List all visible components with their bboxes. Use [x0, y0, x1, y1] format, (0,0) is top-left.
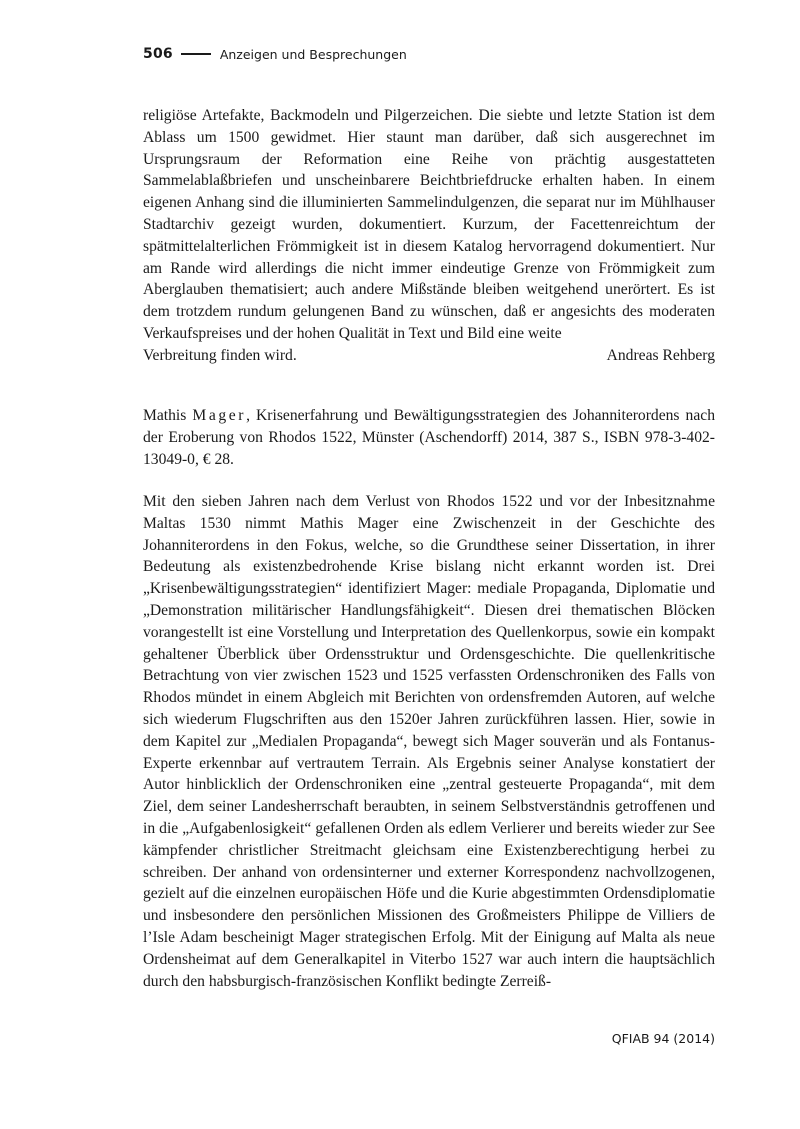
review-body — [143, 491, 715, 992]
author-last-name: Mager — [192, 407, 247, 424]
journal-footer: QFIAB 94 (2014) — [611, 1031, 715, 1046]
review-body-paragraph: Mit den sieben Jahren nach dem Verlust von Rhodos 1522 und vor der Inbesitznahme Maltas 1530 nimmt Mathis Mager eine Zwischenzeit in der Geschichte des Johanniterordens in den Fokus, welche, so die Grundthese seiner Dissertation, in ihrer Bedeutung als existenzbedrohende Krise bislang nicht erkannt worden ist. Drei „Krisenbewältigungsstrategien“ identifiziert Mager: mediale Propaganda, Diplomatie und „Demonstration militärischer Handlungsfähigkeit“. Diesen drei thematischen Blöcken vorangestellt ist eine Vorstellung und Interpretation des Quellenkorpus, sowie ein kompakt gehaltener Überblick über Ordensstruktur und Ordensgeschichte. Die quellenkritische Betrachtung von vier zwischen 1523 und 1525 verfassten Ordenschroniken des Falls von Rhodos mündet in einem Abgleich mit Berichten von ordensfremden Autoren, auf welche sich wiederum Flugschriften aus den 1520er Jahren zurückführen lassen. Hier, sowie in dem Kapitel zur „Medialen Propaganda“, bewegt sich Mager souverän und als Fontanus-Experte erkennbar auf vertrautem Terrain. Als Ergebnis seiner Analyse konstatiert der Autor hinblicklich der Ordenschroniken eine „zentral gesteuerte Propaganda“, mit dem Ziel, dem seiner Landesherrschaft beraubten, in seinem Selbstverständnis getroffenen und in die „Aufgabenlosigkeit“ gefallenen Orden als edlem Verlierer und bereits wieder zur See kämpfender christlicher Streitmacht gleichsam eine Existenzberechtigung herbei zu schreiben. Der anhand von ordensinterner und externer Korrespondenz nachvollzogenen, gezielt auf die einzelnen europäischen Höfe und die Kurie abgestimmten Ordensdiplomatie und insbesondere den persönlichen Missionen des Großmeisters Philippe de Villiers de l’Isle Adam bescheinigt Mager strategischen Erfolg. Mit der Einigung auf Malta als neue Ordensheimat auf dem Generalkapitel in Viterbo 1527 war auch intern die hauptsächlich durch den habsburgisch-französischen Konflikt bedingte Zerreiß- — [143, 493, 715, 990]
running-header — [143, 43, 407, 65]
book-citation — [143, 405, 715, 470]
author-first-name: Mathis — [143, 407, 187, 424]
previous-review-paragraph: religiöse Artefakte, Backmodeln und Pilgerzeichen. Die siebte und letzte Station ist dem Ablass um 1500 gewidmet. Hier staunt man darüber, daß sich ausgerechnet im Ursprungsraum der Reformation eine Reihe von prächtig ausgestatteten Sammelablaßbriefen und unscheinbarere Beichtbriefdrucke erhalten haben. In einem eigenen Anhang sind die illuminierten Sammelindulgenzen, die separat nur im Mühlhauser Stadtarchiv gezeigt wurden, dokumentiert. Kurzum, der Facettenreichtum der spätmittelalterlichen Frömmigkeit ist in diesem Katalog hervorragend dokumentiert. Nur am Rande wird allerdings die nicht immer eindeutige Grenze von Frömmigkeit zum Aberglauben thematisiert; auch andere Mißstände bleiben weitgehend unerörtert. Es ist dem trotzdem rundum gelungenen Band zu wünschen, daß er angesichts des moderaten Verkaufspreises und der hohen Qualität in Text und Bild eine weite — [143, 107, 715, 342]
page-number: 506 — [143, 46, 173, 62]
citation-paragraph — [143, 405, 715, 470]
reviewer-name: Andreas Rehberg — [606, 346, 715, 364]
citation-details: , Krisenerfahrung und Bewältigungsstrategien des Johanniterordens nach der Eroberung von Rhodos 1522, Münster (Aschendorff) 2014, 387 S., ISBN 978-3-402-13049-0, € 28. — [143, 407, 715, 468]
closing-line — [143, 345, 715, 367]
closing-text: Verbreitung finden wird. — [143, 346, 297, 364]
section-title: Anzeigen und Besprechungen — [219, 46, 407, 62]
header-rule — [181, 53, 211, 55]
previous-review-conclusion — [143, 105, 715, 367]
